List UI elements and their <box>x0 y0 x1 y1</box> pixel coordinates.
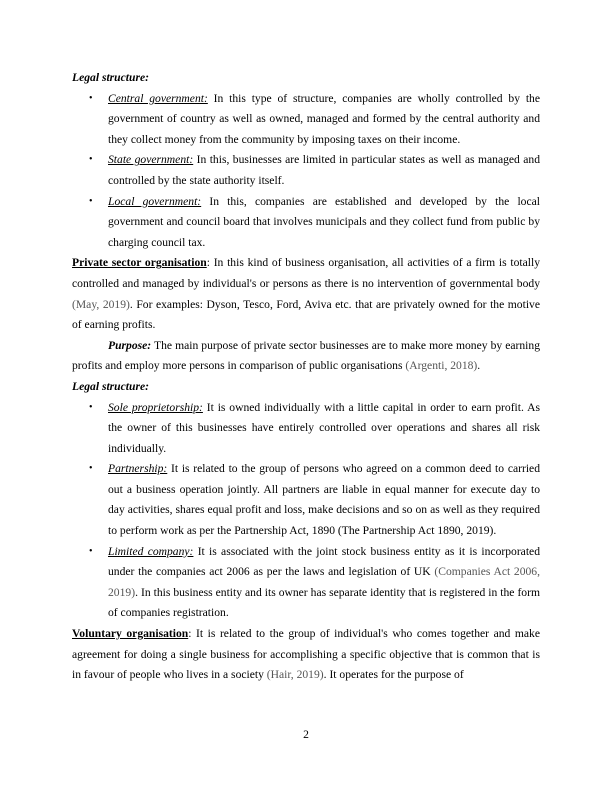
voluntary-organisation-paragraph: Voluntary organisation: It is related to the group of individual's who comes together and make agreement for doing a single business for accomplishing a specific objective that is common that is in favour of people who lives in a society (Hair, 2019). It operates for the purpose of <box>72 627 540 682</box>
bullet-icon: • <box>89 195 93 207</box>
citation: (Hair, 2019) <box>266 668 324 682</box>
private-sector-heading: Private sector organisation <box>72 256 207 270</box>
list-item-text: In this type of structure, companies are wholly controlled by the government of country as well as owned, managed and formed by the central authority and they collect money from the community by imposing taxes on their income. <box>108 91 540 146</box>
list-item <box>72 89 540 151</box>
list-item <box>72 150 540 191</box>
private-sector-paragraph: Private sector organisation: In this kind of business organisation, all activities of a firm is totally controlled and managed by individual's or persons as there is no intervention of governmental body (May, 2019). For examples: Dyson, Tesco, Ford, Aviva etc. that are privately owned for the motive of earning profits. <box>72 256 540 332</box>
citation: (Companies Act 2006, 2019) <box>108 565 541 599</box>
list-item-text: It is associated with the joint stock business entity as it is incorporated under the companies act 2006 as per the laws and legislation of UK <box>108 544 540 579</box>
purpose-paragraph: Purpose: The main purpose of private sector businesses are to make more money by earning profits and employ more persons in comparison of public organisations (Argenti, 2018). <box>72 338 540 373</box>
list-item-term: State government: <box>108 153 194 167</box>
list-item-term: Limited company: <box>108 544 194 558</box>
purpose-label: Purpose: <box>108 338 152 352</box>
list-item <box>72 459 540 541</box>
list-item-text: It is related to the group of persons who agreed on a common deed to carried out a business operation jointly. All partners are liable in equal manner for execute day to day activities, shares equal profit and loss, make decisions and so on as well as they required to perform work as per the Partnership Act, 1890 (The Partnership Act 1890, 2019). <box>108 462 540 538</box>
list-item <box>72 192 540 254</box>
document-page <box>72 68 540 686</box>
list-item-term: Local government: <box>108 194 202 208</box>
bullet-icon: • <box>89 92 93 104</box>
legal-structure-heading-public: Legal structure: <box>72 71 149 84</box>
list-item: • Limited company: It is associated with the joint stock business entity as it is incorporated under the companies act 2006 as per the laws and legislation of UK (Companies Act 2006, 2019). In this business entity and its owner has separate identity that is registered in the form of companies registration. <box>72 542 540 624</box>
list-item-term: Central government: <box>108 91 208 105</box>
bullet-icon: • <box>89 463 93 475</box>
citation: (Argenti, 2018) <box>405 359 478 373</box>
citation: (May, 2019) <box>72 297 130 311</box>
bullet-icon: • <box>89 545 93 557</box>
list-item-text: In this, businesses are limited in particular states as well as managed and controlled by the state authority itself. <box>108 153 540 187</box>
list-item-text: In this, companies are established and developed by the local government and council board that involves municipals and they collect fund from public by charging council tax. <box>108 194 540 249</box>
private-legal-structure-list <box>72 398 540 625</box>
list-item <box>72 398 540 460</box>
list-item-term: Sole proprietorship: <box>108 400 203 414</box>
public-legal-structure-list <box>72 89 540 254</box>
page-number: 2 <box>303 728 309 741</box>
voluntary-organisation-heading: Voluntary organisation <box>72 627 189 641</box>
bullet-icon: • <box>89 401 93 413</box>
list-item-term: Partnership: <box>108 462 168 476</box>
bullet-icon: • <box>89 154 93 166</box>
legal-structure-heading-private: Legal structure: <box>72 379 149 393</box>
list-item-text: It is owned individually with a little capital in order to earn profit. As the owner of this businesses have entirely controlled over operations and shares all risk individually. <box>108 400 540 455</box>
